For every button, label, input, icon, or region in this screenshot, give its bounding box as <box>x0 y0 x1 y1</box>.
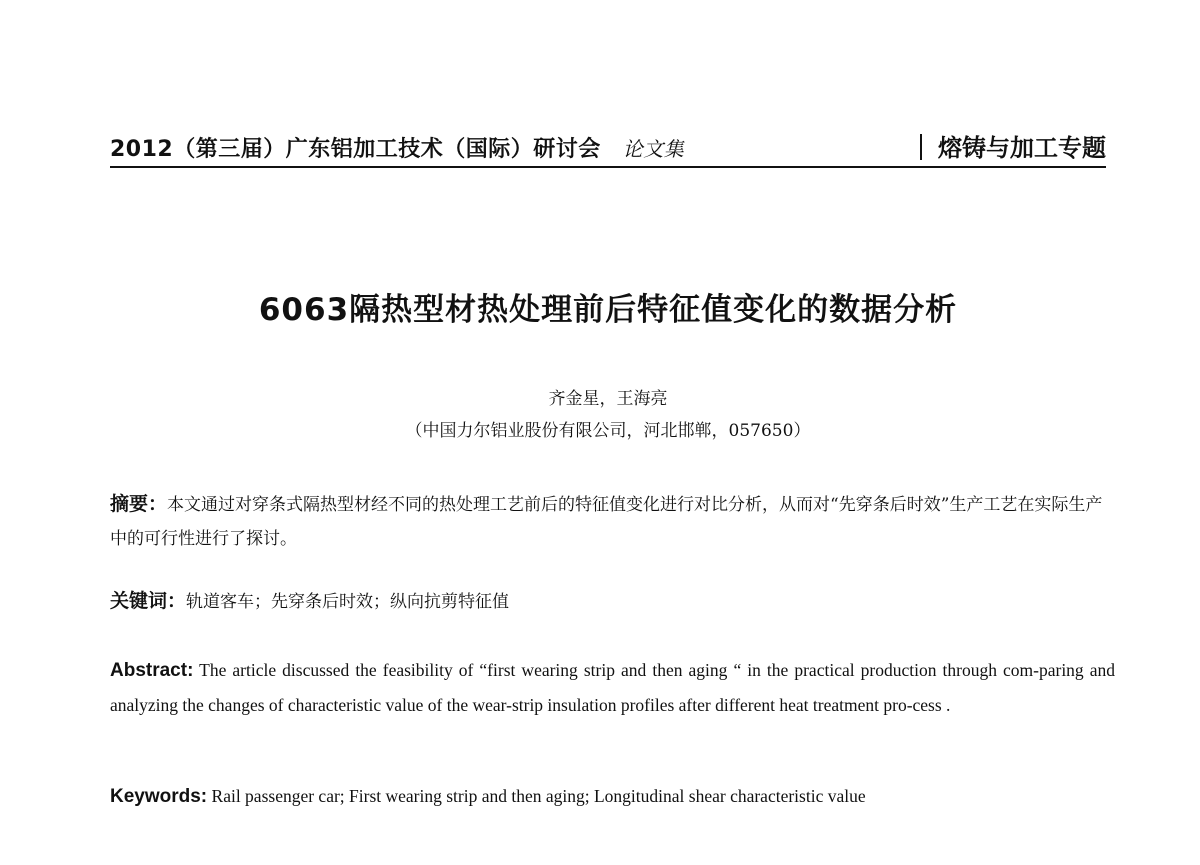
section-name: 熔铸与加工专题 <box>938 134 1106 162</box>
paper-authors: 齐金星，王海亮 <box>548 389 668 409</box>
abstract-en <box>110 653 1115 722</box>
keywords-en-text: Rail passenger car; First wearing strip and then aging; Longitudinal shear characteristic value <box>211 786 866 806</box>
abstract-cn-text: 本文通过对穿条式隔热型材经不同的热处理工艺前后的特征值变化进行对比分析，从而对“先穿条后时效”生产工艺在实际生产中的可行性进行了探讨。 <box>110 495 1103 549</box>
conference-header <box>110 132 684 163</box>
keywords-cn-text: 轨道客车；先穿条后时效；纵向抗剪特征值 <box>186 592 510 612</box>
keywords-en <box>110 786 1110 808</box>
keywords-cn-label: 关键词： <box>110 590 187 612</box>
section-divider <box>920 134 922 160</box>
paper-affiliation: （中国力尔铝业股份有限公司，河北邯郸，057650） <box>405 421 811 441</box>
abstract-en-label: Abstract: <box>110 660 194 681</box>
section-header <box>920 128 1106 163</box>
abstract-cn <box>110 487 1110 556</box>
paper-title: 6063隔热型材热处理前后特征值变化的数据分析 <box>258 292 958 328</box>
conference-name: 2012（第三届）广东铝加工技术（国际）研讨会 <box>110 137 601 162</box>
keywords-cn <box>110 586 1110 613</box>
abstract-cn-label: 摘要： <box>110 493 168 515</box>
running-header <box>110 128 1106 170</box>
keywords-en-label: Keywords: <box>110 786 208 807</box>
abstract-en-text: The article discussed the feasibility of “first wearing strip and then aging “ in the practical production through com-paring and analyzing the changes of characteristic value of the wear-strip insulation profiles after different heat treatment pro-cess . <box>110 660 1115 715</box>
header-rule <box>110 166 1106 168</box>
proceedings-label: 论文集 <box>622 137 685 161</box>
